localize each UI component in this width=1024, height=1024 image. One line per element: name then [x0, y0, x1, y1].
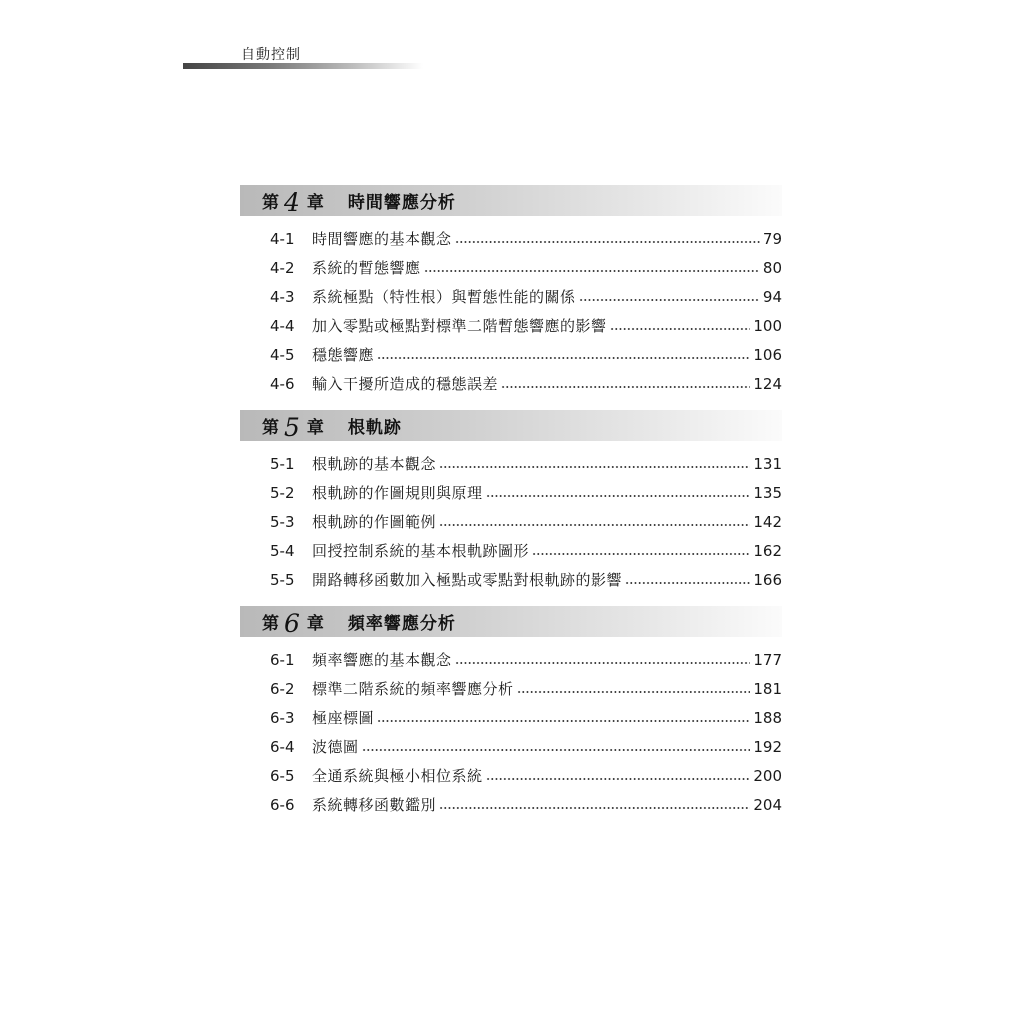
entry-title: 頻率響應的基本觀念 — [312, 651, 452, 669]
chapter-title: 根軌跡 — [347, 418, 402, 438]
entry-page: 181 — [753, 679, 782, 698]
entry-page: 135 — [753, 483, 782, 502]
dot-leader — [377, 355, 750, 361]
chapter-prefix: 第 — [262, 418, 279, 438]
dot-leader — [439, 522, 750, 528]
entry-number: 5-1 — [270, 454, 295, 473]
chapter-prefix: 第 — [262, 193, 279, 213]
chapter-suffix: 章 — [306, 193, 324, 213]
entry-page: 166 — [753, 570, 782, 589]
toc-entry[interactable] — [240, 478, 782, 507]
entry-number: 6-6 — [270, 795, 295, 814]
entry-number: 4-4 — [270, 316, 295, 335]
entry-number: 6-5 — [270, 766, 295, 785]
chapter-heading-bar — [240, 410, 782, 441]
entry-number: 5-2 — [270, 483, 295, 502]
chapter-number: 6 — [284, 609, 300, 638]
entry-title: 輸入干擾所造成的穩態誤差 — [312, 375, 499, 393]
entry-number: 4-1 — [270, 229, 295, 248]
chapter-number: 4 — [284, 188, 300, 217]
entry-title: 根軌跡的作圖範例 — [312, 513, 437, 531]
entry-title: 穩態響應 — [312, 346, 375, 364]
entry-page: 80 — [762, 258, 782, 277]
dot-leader — [610, 326, 751, 332]
dot-leader — [517, 689, 751, 695]
chapter-heading-bar — [240, 185, 782, 216]
chapter-suffix: 章 — [306, 418, 324, 438]
chapter-heading-bar — [240, 606, 782, 637]
toc-entry[interactable] — [240, 311, 782, 340]
toc-entry[interactable] — [240, 536, 782, 565]
entry-title: 根軌跡的作圖規則與原理 — [312, 484, 483, 502]
chapter-prefix: 第 — [262, 614, 279, 634]
chapter-5 — [240, 410, 782, 594]
dot-leader — [377, 718, 750, 724]
chapter-6 — [240, 606, 782, 819]
entry-title: 開路轉移函數加入極點或零點對根軌跡的影響 — [312, 571, 623, 589]
dot-leader — [501, 384, 750, 390]
chapter-number: 5 — [284, 413, 300, 442]
entry-title: 時間響應的基本觀念 — [312, 230, 452, 248]
dot-leader — [424, 268, 760, 274]
dot-leader — [486, 776, 751, 782]
entry-number: 4-3 — [270, 287, 295, 306]
entry-title: 波德圖 — [312, 738, 359, 756]
dot-leader — [439, 805, 750, 811]
toc-entry[interactable] — [240, 340, 782, 369]
toc-entry[interactable] — [240, 369, 782, 398]
chapter-4 — [240, 185, 782, 398]
toc-entry[interactable] — [240, 565, 782, 594]
toc-entry[interactable] — [240, 790, 782, 819]
toc-entry[interactable] — [240, 507, 782, 536]
entry-number: 5-3 — [270, 512, 295, 531]
toc-entry[interactable] — [240, 253, 782, 282]
toc-entry[interactable] — [240, 449, 782, 478]
entry-number: 5-5 — [270, 570, 295, 589]
toc-entry[interactable] — [240, 732, 782, 761]
dot-leader — [455, 660, 751, 666]
entry-number: 5-4 — [270, 541, 295, 560]
entry-page: 188 — [753, 708, 782, 727]
toc-entry[interactable] — [240, 224, 782, 253]
entry-title: 系統極點（特性根）與暫態性能的關係 — [312, 288, 576, 306]
dot-leader — [439, 464, 750, 470]
entry-title: 加入零點或極點對標準二階暫態響應的影響 — [312, 317, 607, 335]
entry-page: 94 — [762, 287, 782, 306]
dot-leader — [362, 747, 751, 753]
dot-leader — [532, 551, 750, 557]
entry-page: 192 — [753, 737, 782, 756]
entry-title: 全通系統與極小相位系統 — [312, 767, 483, 785]
entry-number: 4-5 — [270, 345, 295, 364]
entry-page: 142 — [753, 512, 782, 531]
dot-leader — [486, 493, 751, 499]
chapter-suffix: 章 — [306, 614, 324, 634]
entry-number: 6-2 — [270, 679, 295, 698]
entry-number: 6-1 — [270, 650, 295, 669]
toc-entry[interactable] — [240, 703, 782, 732]
entry-page: 200 — [753, 766, 782, 785]
entry-number: 4-2 — [270, 258, 295, 277]
entry-title: 系統的暫態響應 — [312, 259, 421, 277]
entry-title: 標準二階系統的頻率響應分析 — [312, 680, 514, 698]
entry-page: 100 — [753, 316, 782, 335]
entry-number: 6-3 — [270, 708, 295, 727]
entry-title: 系統轉移函數鑑別 — [312, 796, 437, 814]
toc-entry[interactable] — [240, 761, 782, 790]
entry-page: 124 — [753, 374, 782, 393]
dot-leader — [579, 297, 760, 303]
entry-title: 根軌跡的基本觀念 — [312, 455, 437, 473]
chapter-title: 頻率響應分析 — [347, 614, 456, 634]
entry-page: 106 — [753, 345, 782, 364]
running-header: 自動控制 — [241, 47, 301, 63]
dot-leader — [455, 239, 760, 245]
dot-leader — [625, 580, 750, 586]
entry-number: 6-4 — [270, 737, 295, 756]
entry-number: 4-6 — [270, 374, 295, 393]
entry-page: 162 — [753, 541, 782, 560]
header-rule — [183, 63, 423, 69]
entry-title: 極座標圖 — [312, 709, 375, 727]
chapter-title: 時間響應分析 — [347, 193, 456, 213]
toc-entry[interactable] — [240, 674, 782, 703]
toc-entry[interactable] — [240, 645, 782, 674]
entry-page: 131 — [753, 454, 782, 473]
entry-page: 177 — [753, 650, 782, 669]
entry-title: 回授控制系統的基本根軌跡圖形 — [312, 542, 530, 560]
toc-entry[interactable] — [240, 282, 782, 311]
entry-page: 204 — [753, 795, 782, 814]
entry-page: 79 — [762, 229, 782, 248]
